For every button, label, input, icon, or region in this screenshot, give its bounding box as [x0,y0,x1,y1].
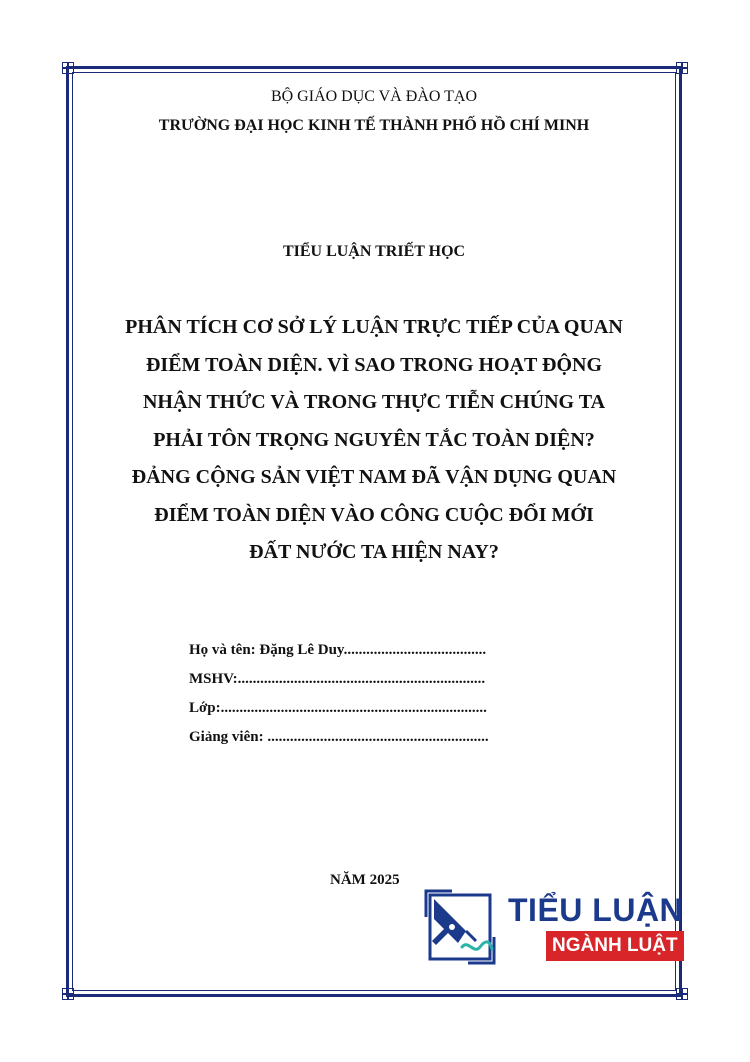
title-line: PHÂN TÍCH CƠ SỞ LÝ LUẬN TRỰC TIẾP CỦA QUAN [125,316,623,338]
title-line: NHẬN THỨC VÀ TRONG THỰC TIỄN CHÚNG TA [142,391,606,413]
document-type: TIỂU LUẬN TRIẾT HỌC [282,243,466,260]
logo-subtitle: NGÀNH LUẬT [546,931,684,961]
essay-title [82,309,666,572]
info-student-name: Họ và tên: Đặng Lê Duy...................................... [189,642,487,658]
border-corner-ornament [676,62,688,74]
title-line: PHẢI TÔN TRỌNG NGUYÊN TẮC TOÀN DIỆN? [153,428,595,451]
border-corner-ornament [62,988,74,1000]
border-corner-ornament [676,988,688,1000]
info-class: Lớp:....................................................................... [189,700,487,716]
year-label: NĂM 2025 [330,872,400,888]
ministry-name: BỘ GIÁO DỤC VÀ ĐÀO TẠO [270,88,478,105]
border-corner-ornament [62,62,74,74]
title-line: ĐẢNG CỘNG SẢN VIỆT NAM ĐÃ VẬN DỤNG QUAN [131,466,617,488]
pen-nib-logo-icon [422,887,498,967]
site-logo [422,887,684,969]
title-line: ĐIỂM TOÀN DIỆN VÀO CÔNG CUỘC ĐỔI MỚI [154,503,594,526]
title-line: ĐẤT NƯỚC TA HIỆN NAY? [249,541,499,563]
student-info [189,638,569,754]
title-line: ĐIỂM TOÀN DIỆN. VÌ SAO TRONG HOẠT ĐỘNG [145,353,602,376]
info-lecturer: Giảng viên: ........................................................... [189,729,489,745]
university-name: TRƯỜNG ĐẠI HỌC KINH TẾ THÀNH PHỐ HỒ CHÍ MINH [158,117,590,134]
logo-title: TIỂU LUẬN [508,892,684,928]
info-student-id: MSHV:.................................................................. [189,671,486,687]
